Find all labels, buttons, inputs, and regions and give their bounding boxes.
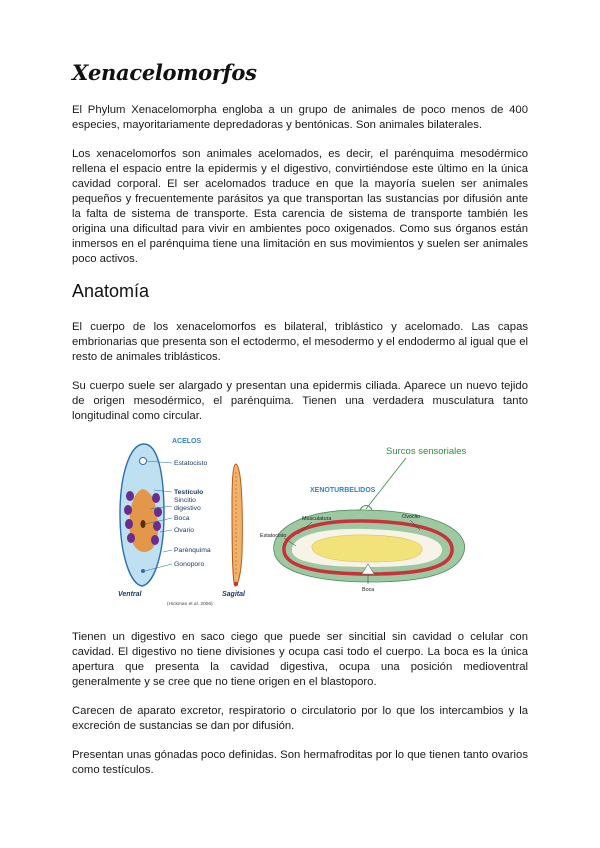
document-page [72, 60, 528, 792]
label-ovario: Ovario [174, 527, 195, 534]
section-title-anatomy: Anatomía [72, 281, 150, 301]
acelos-diagram [118, 438, 246, 607]
label-surcos-sensoriales: Surcos sensoriales [386, 446, 467, 457]
label-gonoporo: Gonoporo [174, 561, 205, 568]
closing-paragraph-2: Carecen de aparato excretor, respiratorio o circulatorio por lo que los intercambios y la excreción de sustancias se dan por difusión. [72, 705, 528, 732]
document-title: Xenacelomorfos [72, 60, 257, 85]
gut-shape [312, 535, 422, 562]
label-sagital: Sagital [222, 591, 245, 598]
label-boca: Boca [174, 515, 190, 522]
label-sincitio: Sincitio [174, 497, 196, 504]
figure-citation: (Hickman et al. 2006) [167, 602, 213, 607]
intro-paragraph-2: Los xenacelomorfos son animales acelomados, es decir, el parénquima mesodérmico rellena el espacio entre la epidermis y el digestivo, convirtiéndose este último en la única cavidad corporal. El ser acelomados traduce en que la mayoría suelen ser animales pequeños y frecuentemente parásitos ya que transportan las sustancias por difusión ante la falta de sistema de transporte. Esta carencia de sistema de transporte también les origina una dificultad para vivir en ambientes poco oxigenados. Como sus órganos están inmersos en el parénquima tiene una limitación en sus movimientos y suelen ser animales poco activos. [72, 148, 528, 265]
intro-paragraph-1: El Phylum Xenacelomorpha engloba a un grupo de animales de poco menos de 400 especies, mayoritariamente depredadoras y bentónicas. Son animales bilaterales. [72, 104, 528, 131]
label-musculatura: Musculatura [302, 516, 332, 522]
label-testiculo: Testículo [174, 489, 204, 496]
anatomy-figure-svg [72, 434, 528, 616]
xeno-title: XENOTURBELIDOS [310, 487, 376, 494]
anatomy-paragraph-1: El cuerpo de los xenacelomorfos es bilateral, triblástico y acelomado. Las capas embrionarias que presenta son el ectodermo, el mesodermo y el endodermo al igual que el resto de animales triblásticos. [72, 321, 528, 363]
closing-paragraph-1: Tienen un digestivo en saco ciego que puede ser sincitial sin cavidad o celular con cavidad. El digestivo no tiene divisiones y ocupa casi todo el cuerpo. La boca es la única apertura que presenta la cavidad digestiva, ocupa una posición medioventral generalmente y se cree que no tiene origen en el blastoporo. [72, 631, 528, 688]
label-ventral: Ventral [118, 591, 142, 598]
anatomy-figure [72, 434, 528, 616]
sagittal-gonopore-dot [234, 582, 238, 586]
anatomy-paragraph-2: Su cuerpo suele ser alargado y presentan una epidermis ciliada. Aparece un nuevo tejido de origen mesodérmico, el parénquima. Tienen una verdadera musculatura tanto longitudinal como circular. [72, 380, 528, 422]
label-digestivo: digestivo [174, 505, 201, 512]
closing-paragraph-3: Presentan unas gónadas poco definidas. Son hermafroditas por lo que tienen tanto ovarios como testículos. [72, 749, 528, 776]
gonopore-shape [141, 569, 145, 573]
mouth-shape [141, 520, 146, 528]
acelos-sagittal-body [232, 464, 242, 586]
statocyst-shape [140, 458, 147, 465]
label-parenquima: Parénquima [174, 547, 211, 554]
label-boca-xeno: Boca [362, 587, 375, 593]
xenoturbelidos-diagram [260, 446, 467, 593]
label-estatocisto: Estatocisto [174, 460, 208, 467]
label-estatocisto-xeno: Estatocisto [260, 533, 287, 539]
acelos-title: ACELOS [172, 438, 202, 445]
label-ovocito: Ovocito [402, 514, 421, 520]
